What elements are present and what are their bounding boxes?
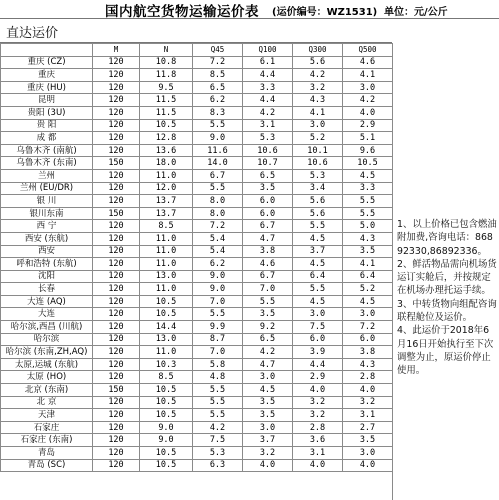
q300-cell: 3.7 [293, 245, 343, 258]
q100-cell: 6.0 [243, 195, 293, 208]
m-cell: 120 [93, 283, 140, 296]
n-cell: 11.0 [140, 245, 193, 258]
n-cell: 10.5 [140, 459, 193, 472]
q100-cell: 6.7 [243, 270, 293, 283]
q100-cell: 6.0 [243, 207, 293, 220]
q500-cell: 3.2 [343, 396, 393, 409]
q100-cell: 3.5 [243, 396, 293, 409]
q500-cell: 4.0 [343, 459, 393, 472]
destination-cell: 北 京 [1, 396, 93, 409]
q300-cell: 3.0 [293, 308, 343, 321]
table-row [1, 447, 393, 460]
n-cell: 13.0 [140, 270, 193, 283]
table-row [1, 371, 393, 384]
table-row [1, 283, 393, 296]
q100-cell: 3.1 [243, 119, 293, 132]
m-cell: 120 [93, 396, 140, 409]
m-cell: 120 [93, 182, 140, 195]
q500-cell: 5.5 [343, 195, 393, 208]
q500-cell: 4.6 [343, 56, 393, 69]
destination-cell: 贵 阳 [1, 119, 93, 132]
q500-cell: 5.5 [343, 207, 393, 220]
m-cell: 150 [93, 207, 140, 220]
q45-cell: 8.7 [193, 333, 243, 346]
m-cell: 150 [93, 384, 140, 397]
m-cell: 120 [93, 270, 140, 283]
q300-cell: 4.3 [293, 94, 343, 107]
destination-cell: 大连 [1, 308, 93, 321]
q500-cell: 3.0 [343, 81, 393, 94]
n-cell: 11.0 [140, 346, 193, 359]
n-cell: 11.0 [140, 258, 193, 271]
destination-cell: 青岛 [1, 447, 93, 460]
q300-cell: 4.5 [293, 258, 343, 271]
q300-cell: 10.6 [293, 157, 343, 170]
q500-cell: 4.5 [343, 169, 393, 182]
q500-cell: 4.0 [343, 384, 393, 397]
q100-cell: 5.5 [243, 295, 293, 308]
q300-cell: 3.2 [293, 81, 343, 94]
q500-cell: 4.3 [343, 232, 393, 245]
n-cell: 12.8 [140, 132, 193, 145]
q300-cell: 5.5 [293, 283, 343, 296]
q45-cell: 5.5 [193, 119, 243, 132]
table-row [1, 169, 393, 182]
q500-cell: 5.1 [343, 132, 393, 145]
q300-cell: 4.4 [293, 358, 343, 371]
q300-cell: 5.6 [293, 56, 343, 69]
destination-cell: 哈尔滨,西昌 (川航) [1, 321, 93, 334]
table-row [1, 245, 393, 258]
q100-cell: 4.7 [243, 232, 293, 245]
table-row [1, 258, 393, 271]
q45-cell: 7.2 [193, 56, 243, 69]
q100-cell: 3.3 [243, 81, 293, 94]
q500-cell: 3.5 [343, 434, 393, 447]
q500-cell: 4.0 [343, 106, 393, 119]
header-n: N [140, 44, 193, 57]
page-title: 国内航空货物运输运价表 [105, 4, 259, 20]
n-cell: 11.5 [140, 106, 193, 119]
m-cell: 120 [93, 371, 140, 384]
destination-cell: 天津 [1, 409, 93, 422]
m-cell: 120 [93, 245, 140, 258]
table-row [1, 132, 393, 145]
q500-cell: 3.0 [343, 308, 393, 321]
table-row [1, 358, 393, 371]
q300-cell: 4.0 [293, 384, 343, 397]
notes-text: 1、以上价格已包含燃油附加费,咨询电话：86892330,86892336。2、鲜活物品需向机场货运订实舱后，并按规定在机场办理托运手续。3、中转货物向组配咨询联程舱位及运价。 4、此运价于2018年6月16日开始执行至下次调整为止，原运价停止使用。 [397, 219, 497, 377]
q45-cell: 5.4 [193, 232, 243, 245]
q300-cell: 4.5 [293, 295, 343, 308]
destination-cell: 西安 (东航) [1, 232, 93, 245]
q300-cell: 3.9 [293, 346, 343, 359]
table-row [1, 409, 393, 422]
m-cell: 120 [93, 321, 140, 334]
n-cell: 14.4 [140, 321, 193, 334]
destination-cell: 哈尔滨 (东南,ZH,AQ) [1, 346, 93, 359]
q45-cell: 5.5 [193, 409, 243, 422]
n-cell: 11.5 [140, 94, 193, 107]
q300-cell: 4.2 [293, 69, 343, 82]
n-cell: 9.0 [140, 421, 193, 434]
table-row [1, 396, 393, 409]
q45-cell: 5.5 [193, 308, 243, 321]
n-cell: 10.8 [140, 56, 193, 69]
q45-cell: 8.0 [193, 207, 243, 220]
q100-cell: 3.2 [243, 447, 293, 460]
table-row [1, 232, 393, 245]
q45-cell: 5.5 [193, 396, 243, 409]
q500-cell: 10.5 [343, 157, 393, 170]
q300-cell: 6.0 [293, 333, 343, 346]
q500-cell: 4.2 [343, 94, 393, 107]
q45-cell: 7.5 [193, 434, 243, 447]
q100-cell: 3.5 [243, 308, 293, 321]
q500-cell: 3.0 [343, 447, 393, 460]
destination-cell: 西安 [1, 245, 93, 258]
q300-cell: 4.1 [293, 106, 343, 119]
m-cell: 120 [93, 258, 140, 271]
destination-cell: 兰州 [1, 169, 93, 182]
section-label: 直达运价 [6, 26, 59, 41]
q500-cell: 4.3 [343, 358, 393, 371]
q45-cell: 9.0 [193, 132, 243, 145]
q100-cell: 3.5 [243, 182, 293, 195]
table-row [1, 321, 393, 334]
table-row [1, 434, 393, 447]
q100-cell: 6.1 [243, 56, 293, 69]
destination-cell: 银 川 [1, 195, 93, 208]
q100-cell: 3.0 [243, 371, 293, 384]
q500-cell: 4.5 [343, 295, 393, 308]
destination-cell: 重庆 (HU) [1, 81, 93, 94]
q45-cell: 7.0 [193, 346, 243, 359]
n-cell: 11.0 [140, 169, 193, 182]
q45-cell: 7.0 [193, 295, 243, 308]
n-cell: 8.5 [140, 371, 193, 384]
m-cell: 120 [93, 346, 140, 359]
q300-cell: 4.0 [293, 459, 343, 472]
destination-cell: 太原,运城 (东航) [1, 358, 93, 371]
q500-cell: 6.0 [343, 333, 393, 346]
table-row [1, 308, 393, 321]
table-row [1, 270, 393, 283]
q300-cell: 3.2 [293, 409, 343, 422]
n-cell: 13.6 [140, 144, 193, 157]
destination-cell: 重庆 (CZ) [1, 56, 93, 69]
table-row [1, 421, 393, 434]
table-row [1, 69, 393, 82]
q100-cell: 4.4 [243, 94, 293, 107]
header-q500: Q500 [343, 44, 393, 57]
n-cell: 18.0 [140, 157, 193, 170]
table-row [1, 81, 393, 94]
q500-cell: 3.1 [343, 409, 393, 422]
destination-cell: 沈阳 [1, 270, 93, 283]
q100-cell: 4.4 [243, 69, 293, 82]
q500-cell: 3.8 [343, 346, 393, 359]
destination-cell: 贵阳 (3U) [1, 106, 93, 119]
q100-cell: 5.3 [243, 132, 293, 145]
q100-cell: 9.2 [243, 321, 293, 334]
q300-cell: 3.2 [293, 396, 343, 409]
q45-cell: 6.2 [193, 258, 243, 271]
destination-cell: 长春 [1, 283, 93, 296]
destination-cell: 银川东南 [1, 207, 93, 220]
q300-cell: 7.5 [293, 321, 343, 334]
q300-cell: 5.6 [293, 195, 343, 208]
m-cell: 120 [93, 421, 140, 434]
n-cell: 11.0 [140, 283, 193, 296]
n-cell: 13.7 [140, 195, 193, 208]
q100-cell: 4.0 [243, 459, 293, 472]
destination-cell: 重庆 [1, 69, 93, 82]
q500-cell: 2.7 [343, 421, 393, 434]
q300-cell: 5.2 [293, 132, 343, 145]
q100-cell: 3.5 [243, 409, 293, 422]
m-cell: 120 [93, 295, 140, 308]
q500-cell: 2.9 [343, 119, 393, 132]
n-cell: 8.5 [140, 220, 193, 233]
m-cell: 120 [93, 434, 140, 447]
m-cell: 120 [93, 69, 140, 82]
destination-cell: 昆明 [1, 94, 93, 107]
q45-cell: 9.9 [193, 321, 243, 334]
m-cell: 150 [93, 157, 140, 170]
table-row [1, 195, 393, 208]
title-bar [0, 0, 499, 19]
n-cell: 13.0 [140, 333, 193, 346]
q300-cell: 3.1 [293, 447, 343, 460]
q100-cell: 4.5 [243, 384, 293, 397]
destination-cell: 成 都 [1, 132, 93, 145]
q45-cell: 6.2 [193, 94, 243, 107]
n-cell: 10.5 [140, 295, 193, 308]
q300-cell: 3.6 [293, 434, 343, 447]
q45-cell: 14.0 [193, 157, 243, 170]
m-cell: 120 [93, 308, 140, 321]
table-row [1, 333, 393, 346]
m-cell: 120 [93, 132, 140, 145]
q500-cell: 2.8 [343, 371, 393, 384]
n-cell: 10.5 [140, 119, 193, 132]
q45-cell: 8.5 [193, 69, 243, 82]
m-cell: 120 [93, 94, 140, 107]
q500-cell: 6.4 [343, 270, 393, 283]
q300-cell: 3.0 [293, 119, 343, 132]
q500-cell: 4.1 [343, 69, 393, 82]
m-cell: 120 [93, 106, 140, 119]
q100-cell: 4.6 [243, 258, 293, 271]
destination-cell: 兰州 (EU/DR) [1, 182, 93, 195]
q100-cell: 6.7 [243, 220, 293, 233]
table-row [1, 220, 393, 233]
destination-cell: 石家庄 [1, 421, 93, 434]
table-body [1, 56, 393, 472]
n-cell: 10.5 [140, 447, 193, 460]
table-row [1, 56, 393, 69]
q100-cell: 10.7 [243, 157, 293, 170]
destination-cell: 哈尔滨 [1, 333, 93, 346]
n-cell: 10.5 [140, 384, 193, 397]
header-destination [1, 44, 93, 57]
q100-cell: 7.0 [243, 283, 293, 296]
table-row [1, 106, 393, 119]
destination-cell: 大连 (AQ) [1, 295, 93, 308]
q45-cell: 4.8 [193, 371, 243, 384]
q45-cell: 6.7 [193, 169, 243, 182]
rate-code: (运价编号：WZ1531) [272, 7, 378, 18]
destination-cell: 呼和浩特 (东航) [1, 258, 93, 271]
header-q45: Q45 [193, 44, 243, 57]
m-cell: 120 [93, 81, 140, 94]
q300-cell: 5.3 [293, 169, 343, 182]
q45-cell: 4.2 [193, 421, 243, 434]
header-m: M [93, 44, 140, 57]
n-cell: 9.5 [140, 81, 193, 94]
q300-cell: 2.9 [293, 371, 343, 384]
q500-cell: 9.6 [343, 144, 393, 157]
destination-cell: 石家庄 (东南) [1, 434, 93, 447]
q45-cell: 6.5 [193, 81, 243, 94]
destination-cell: 乌鲁木齐 (南航) [1, 144, 93, 157]
q300-cell: 2.8 [293, 421, 343, 434]
m-cell: 120 [93, 195, 140, 208]
q45-cell: 9.0 [193, 270, 243, 283]
m-cell: 120 [93, 232, 140, 245]
q45-cell: 5.8 [193, 358, 243, 371]
q100-cell: 10.6 [243, 144, 293, 157]
q300-cell: 3.4 [293, 182, 343, 195]
q100-cell: 4.7 [243, 358, 293, 371]
q45-cell: 9.0 [193, 283, 243, 296]
m-cell: 120 [93, 333, 140, 346]
destination-cell: 青岛 (SC) [1, 459, 93, 472]
destination-cell: 太原 (HO) [1, 371, 93, 384]
n-cell: 10.5 [140, 308, 193, 321]
m-cell: 120 [93, 358, 140, 371]
q300-cell: 6.4 [293, 270, 343, 283]
q100-cell: 4.2 [243, 346, 293, 359]
destination-cell: 北京 (东南) [1, 384, 93, 397]
q100-cell: 6.5 [243, 333, 293, 346]
q45-cell: 5.5 [193, 182, 243, 195]
q500-cell: 5.0 [343, 220, 393, 233]
table-row [1, 384, 393, 397]
q300-cell: 5.6 [293, 207, 343, 220]
q500-cell: 3.3 [343, 182, 393, 195]
table-row [1, 346, 393, 359]
section-header [0, 18, 392, 43]
table-row [1, 144, 393, 157]
table-row [1, 295, 393, 308]
n-cell: 12.0 [140, 182, 193, 195]
n-cell: 10.5 [140, 409, 193, 422]
q45-cell: 7.2 [193, 220, 243, 233]
q100-cell: 6.5 [243, 169, 293, 182]
table-row [1, 459, 393, 472]
q500-cell: 3.5 [343, 245, 393, 258]
m-cell: 120 [93, 459, 140, 472]
q500-cell: 7.2 [343, 321, 393, 334]
header-q100: Q100 [243, 44, 293, 57]
n-cell: 11.8 [140, 69, 193, 82]
m-cell: 120 [93, 220, 140, 233]
q100-cell: 4.2 [243, 106, 293, 119]
table-row [1, 157, 393, 170]
q500-cell: 4.1 [343, 258, 393, 271]
n-cell: 13.7 [140, 207, 193, 220]
q300-cell: 10.1 [293, 144, 343, 157]
unit-label: 单位：元/公斤 [384, 7, 448, 18]
m-cell: 120 [93, 447, 140, 460]
q45-cell: 5.4 [193, 245, 243, 258]
q45-cell: 8.3 [193, 106, 243, 119]
destination-cell: 西 宁 [1, 220, 93, 233]
n-cell: 11.0 [140, 232, 193, 245]
q500-cell: 5.2 [343, 283, 393, 296]
table-row [1, 119, 393, 132]
q45-cell: 5.3 [193, 447, 243, 460]
table-row [1, 182, 393, 195]
q300-cell: 5.5 [293, 220, 343, 233]
q100-cell: 3.8 [243, 245, 293, 258]
n-cell: 10.3 [140, 358, 193, 371]
q100-cell: 3.0 [243, 421, 293, 434]
n-cell: 9.0 [140, 434, 193, 447]
m-cell: 120 [93, 144, 140, 157]
n-cell: 10.5 [140, 396, 193, 409]
q45-cell: 6.3 [193, 459, 243, 472]
header-q300: Q300 [293, 44, 343, 57]
q45-cell: 8.0 [193, 195, 243, 208]
destination-cell: 乌鲁木齐 (东南) [1, 157, 93, 170]
m-cell: 120 [93, 56, 140, 69]
q45-cell: 5.5 [193, 384, 243, 397]
rate-table [0, 43, 393, 472]
q100-cell: 3.7 [243, 434, 293, 447]
m-cell: 120 [93, 409, 140, 422]
m-cell: 120 [93, 169, 140, 182]
m-cell: 120 [93, 119, 140, 132]
q300-cell: 4.5 [293, 232, 343, 245]
q45-cell: 11.6 [193, 144, 243, 157]
table-row [1, 94, 393, 107]
table-row [1, 207, 393, 220]
table-header-row [1, 44, 393, 57]
